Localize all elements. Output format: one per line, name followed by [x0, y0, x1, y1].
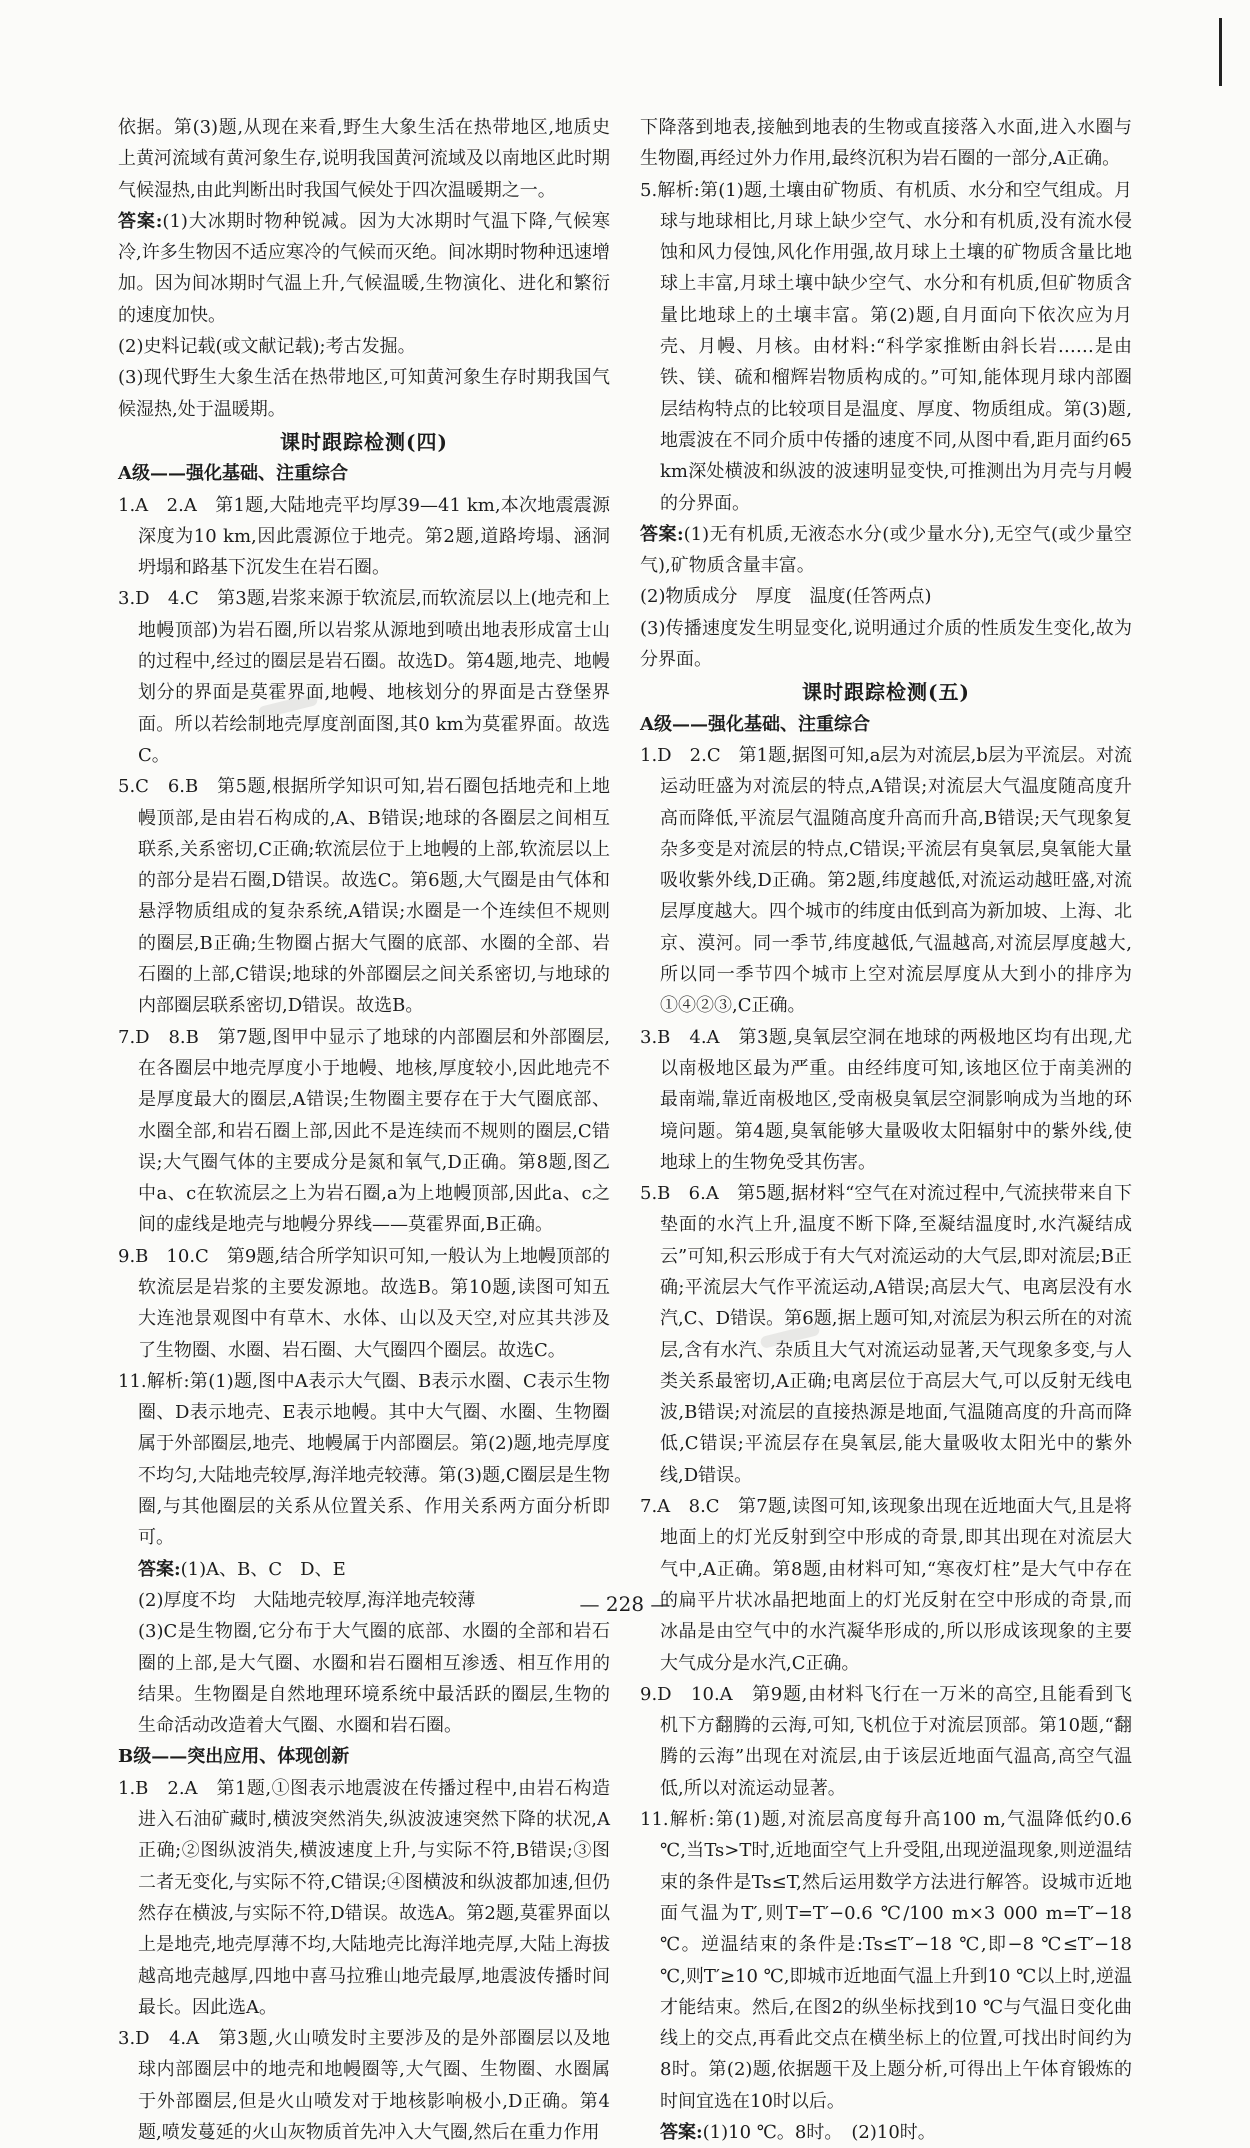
answer-item: 1.B 2.A 第1题,①图表示地震波在传播过程中,由岩石构造进入石油矿藏时,横波突然消失,纵波波速突然下降的状况,A正确;②图纵波消失,横波速度上升,与实际不符,B错误;③图二者无变化,与实际不符,C错误;④图横波和纵波都加速,但仍然存在横波,与实际不符,D错误。故选A。第2题,莫霍界面以上是地壳,地壳厚薄不均,大陆地壳比海洋地壳厚,大陆上海拔越高地壳越厚,四地中喜马拉雅山地壳最厚,地震波传播时间最长。因此选A。: [118, 1777, 610, 2018]
answer-block: [640, 519, 1132, 582]
answer-label: 答案:: [118, 210, 163, 232]
paragraph: (3)C是生物圈,它分布于大气圈的底部、水圈的全部和岩石圈的上部,是大气圈、水圈和岩石圈相互渗透、相互作用的结果。生物圈是自然地理环境系统中最活跃的圈层,生物的生命活动改造着大气圈、水圈和岩石圈。: [138, 1621, 610, 1737]
answer-item: 5.解析:第(1)题,土壤由矿物质、有机质、水分和空气组成。月球与地球相比,月球上缺少空气、水分和有机质,没有流水侵蚀和风力侵蚀,风化作用强,故月球上土壤的矿物质含量比地球上丰富,月球土壤中缺少空气、水分和有机质,但矿物质含量比地球上的土壤丰富。第(2)题,自月面向下依次应为月壳、月幔、月核。由材料:“科学家推断由斜长岩……是由铁、镁、硫和榴辉岩物质构成的。”可知,能体现月球内部圈层结构特点的比较项目是温度、厚度、物质组成。第(3)题,地震波在不同介质中传播的速度不同,从图中看,距月面约65 km深处横波和纵波的波速明显变快,可推测出为月壳与月幔的分界面。: [640, 179, 1132, 514]
answer-text: (1)无有机质,无液态水分(或少量水分),无空气(或少量空气),矿物质含量丰富。: [640, 523, 1132, 577]
page-edge-mark: [1219, 18, 1222, 86]
level-heading: A级——强化基础、注重综合: [640, 713, 870, 735]
answer-item: 5.B 6.A 第5题,据材料“空气在对流过程中,气流挟带来自下垫面的水汽上升,温度不断下降,至凝结温度时,水汽凝结成云”可知,积云形成于有大气对流运动的大气层,即对流层;B正确;平流层大气作平流运动,A错误;高层大气、电离层没有水汽,C、D错误。第6题,据上题可知,对流层为积云所在的对流层,含有水汽、杂质且大气对流运动显著,天气现象多变,与人类关系最密切,A正确;电离层位于高层大气,可以反射无线电波,B错误;对流层的直接热源是地面,气温随高度的升高而降低,C错误;平流层存在臭氧层,能大量吸收太阳光中的紫外线,D错误。: [640, 1183, 1132, 1486]
answer-label: 答案:: [640, 523, 684, 545]
answer-label: 答案:: [138, 1558, 181, 1580]
section-title: 课时跟踪检测(四): [280, 429, 448, 454]
answer-block: [118, 1554, 610, 1585]
paragraph: (3)传播速度发生明显变化,说明通过介质的性质发生变化,故为分界面。: [640, 617, 1132, 671]
level-heading: B级——突出应用、体现创新: [118, 1746, 350, 1768]
answer-item: 5.C 6.B 第5题,根据所学知识可知,岩石圈包括地壳和上地幔顶部,是由岩石构成的,A、B错误;地球的各圈层之间相互联系,关系密切,C正确;软流层位于上地幔的上部,软流层以上的部分是岩石圈,D错误。故选C。第6题,大气圈是由气体和悬浮物质组成的复杂系统,A错误;水圈是一个连续但不规则的圈层,B正确;生物圈占据大气圈的底部、水圈的全部、岩石圈的上部,C错误;地球的外部圈层之间关系密切,与地球的内部圈层联系密切,D错误。故选B。: [118, 776, 610, 1017]
answer-item: 11.解析:第(1)题,对流层高度每升高100 m,气温降低约0.6 ℃,当Ts>T时,近地面空气上升受阻,出现逆温现象,则逆温结束的条件是Ts≤T,然后运用数学方法进行解答。设城市近地面气温为T′,则T=T′−0.6 ℃/100 m×3 000 m=T′−18 ℃。逆温结束的条件是:Ts≤T′−18 ℃,即−8 ℃≤T′−18 ℃,则T′≥10 ℃,即城市近地面气温上升到10 ℃以上时,逆温才能结束。然后,在图2的纵坐标找到10 ℃与气温日变化曲线上的交点,再看此交点在横坐标上的位置,可找出时间约为8时。第(2)题,依据题干及上题分析,可得出上午体育锻炼的时间宜选在10时以后。: [640, 1809, 1132, 2112]
answer-block: [118, 206, 610, 331]
answer-item: 3.B 4.A 第3题,臭氧层空洞在地球的两极地区均有出现,尤以南极地区最为严重。由经纬度可知,该地区位于南美洲的最南端,靠近南极地区,受南极臭氧层空洞影响成为当地的环境问题。第4题,臭氧能够大量吸收太阳辐射中的紫外线,使地球上的生物免受其伤害。: [640, 1026, 1132, 1173]
answer-item: 1.D 2.C 第1题,据图可知,a层为对流层,b层为平流层。对流运动旺盛为对流层的特点,A错误;对流层大气温度随高度升高而降低,平流层气温随高度升高而升高,B错误;天气现象复杂多变是对流层的特点,C错误;平流层有臭氧层,臭氧能大量吸收紫外线,D正确。第2题,纬度越低,对流运动越旺盛,对流层厚度越大。四个城市的纬度由低到高为新加坡、上海、北京、漠河。同一季节,纬度越低,气温越高,对流层厚度越大,所以同一季节四个城市上空对流层厚度从大到小的排序为①④②③,C正确。: [640, 744, 1132, 1017]
paragraph: 依据。第(3)题,从现在来看,野生大象生活在热带地区,地质史上黄河流域有黄河象生存,说明我国黄河流域及以南地区此时期气候湿热,由此判断出时我国气候处于四次温暖期之一。: [118, 117, 610, 201]
answer-item: 11.解析:第(1)题,图中A表示大气圈、B表示水圈、C表示生物圈、D表示地壳、E表示地幔。其中大气圈、水圈、生物圈属于外部圈层,地壳、地幔属于内部圈层。第(2)题,地壳厚度不均匀,大陆地壳较厚,海洋地壳较薄。第(3)题,C圈层是生物圈,与其他圈层的关系从位置关系、作用关系两方面分析即可。: [118, 1370, 610, 1549]
answer-item: 9.B 10.C 第9题,结合所学知识可知,一般认为上地幔顶部的软流层是岩浆的主要发源地。故选B。第10题,读图可知五大连池景观图中有草木、水体、山以及天空,对应其共涉及了生物圈、水圈、岩石圈、大气圈四个圈层。故选C。: [118, 1245, 610, 1361]
paragraph: (2)厚度不均 大陆地壳较厚,海洋地壳较薄: [138, 1589, 476, 1611]
answer-item: 7.D 8.B 第7题,图甲中显示了地球的内部圈层和外部圈层,在各圈层中地壳厚度小于地幔、地核,厚度较小,因此地壳不是厚度最大的圈层,A错误;生物圈主要存在于大气圈底部、水圈全部,和岩石圈上部,因此不是连续而不规则的圈层,C错误;大气圈气体的主要成分是氮和氧气,D正确。第8题,图乙中a、c在软流层之上为岩石圈,a为上地幔顶部,因此a、c之间的虚线是地壳与地幔分界线——莫霍界面,B正确。: [118, 1026, 610, 1236]
answer-item: 7.A 8.C 第7题,读图可知,该现象出现在近地面大气,且是将地面上的灯光反射到空中形成的奇景,即其出现在对流层大气中,A正确。第8题,由材料可知,“寒夜灯柱”是大气中存在的扁平片状冰晶把地面上的灯光反射在空中形成的奇景,而冰晶是由空气中的水汽凝华形成的,所以形成该现象的主要大气成分是水汽,C正确。: [640, 1496, 1132, 1674]
answer-text: (1)大冰期时物种锐减。因为大冰期时气温下降,气候寒冷,许多生物因不适应寒冷的气候而灭绝。间冰期时物种迅速增加。因为间冰期时气温上升,气候温暖,生物演化、进化和繁衍的速度加快。: [118, 210, 610, 326]
answer-item: 1.A 2.A 第1题,大陆地壳平均厚39—41 km,本次地震震源深度为10 km,因此震源位于地壳。第2题,道路垮塌、涵洞坍塌和路基下沉发生在岩石圈。: [118, 494, 610, 579]
paragraph: (3)现代野生大象生活在热带地区,可知黄河象生存时期我国气候湿热,处于温暖期。: [118, 367, 610, 420]
section-title: 课时跟踪检测(五): [802, 680, 970, 705]
left-column: [118, 112, 610, 2148]
answer-item: 9.D 10.A 第9题,由材料飞行在一万米的高空,且能看到飞机下方翻腾的云海,可知,飞机位于对流层顶部。第10题,“翻腾的云海”出现在对流层,由于该层近地面气温高,高空气温低,所以对流运动显著。: [640, 1683, 1132, 1799]
right-column: [640, 112, 1132, 2148]
answer-label: 答案:: [660, 2122, 703, 2143]
page-number: — 228 —: [579, 1592, 671, 1616]
level-heading: A级——强化基础、注重综合: [118, 463, 348, 485]
answer-item: 3.D 4.A 第3题,火山喷发时主要涉及的是外部圈层以及地球内部圈层中的地壳和地幔圈等,大气圈、生物圈、水圈属于外部圈层,但是火山喷发对于地核影响极小,D正确。第4题,喷发蔓延的火山灰物质首先冲入大气圈,然后在重力作用: [118, 2028, 610, 2143]
paragraph: (2)物质成分 厚度 温度(任答两点): [640, 586, 932, 608]
answer-text: (1)10 ℃。8时。 (2)10时。: [702, 2122, 936, 2143]
answer-text: (1)A、B、C D、E: [180, 1558, 346, 1580]
answer-block: [640, 2117, 1132, 2148]
paragraph: (2)史料记载(或文献记载);考古发掘。: [118, 336, 416, 358]
answer-item: 3.D 4.C 第3题,岩浆来源于软流层,而软流层以上(地壳和上地幔顶部)为岩石圈,所以岩浆从源地到喷出地表形成富士山的过程中,经过的圈层是岩石圈。故选D。第4题,地壳、地幔划分的界面是莫霍界面,地幔、地核划分的界面是古登堡界面。所以若绘制地壳厚度剖面图,其0 km为莫霍界面。故选C。: [118, 588, 610, 766]
paragraph: 下降落到地表,接触到地表的生物或直接落入水面,进入水圈与生物圈,再经过外力作用,最终沉积为岩石圈的一部分,A正确。: [640, 117, 1132, 170]
